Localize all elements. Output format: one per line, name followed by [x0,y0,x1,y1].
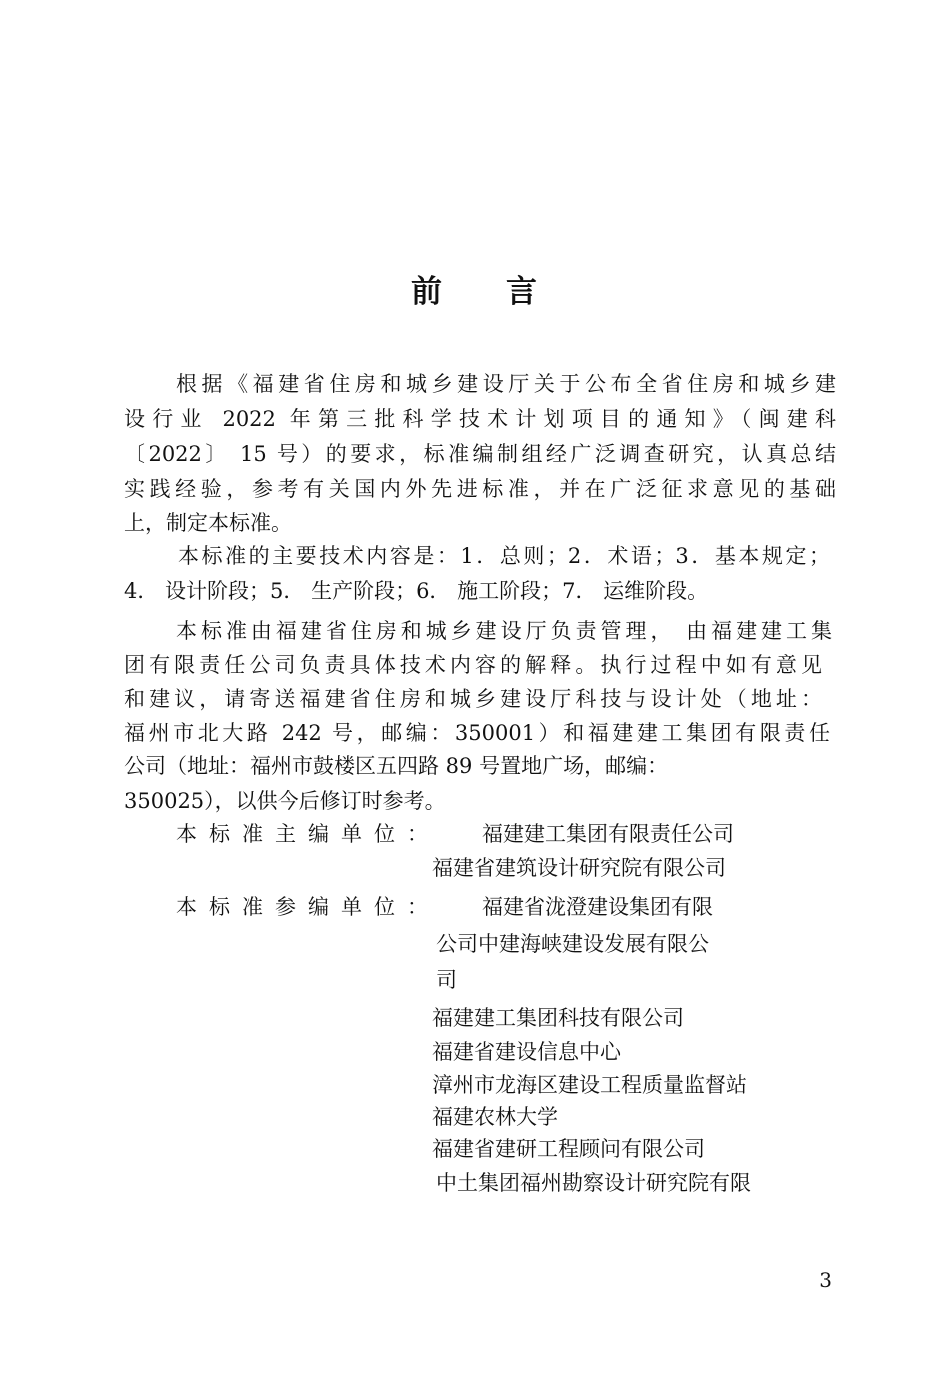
para1-line-4: 实践经验，参考有关国内外先进标准，并在广泛征求意见的基础 [124,477,836,501]
page-title [0,266,950,311]
participating-unit-2: 公司中建海峡建设发展有限公 [436,932,709,956]
para3-line-4: 福州市北大路 242 号，邮编：350001）和福建建工集团有限责任 [124,721,830,745]
chief-units-label: 本标准主编单位： [176,822,440,846]
para2-line-2: 4． 设计阶段；5． 生产阶段；6． 施工阶段；7． 运维阶段。 [124,579,709,603]
participating-unit-3: 司 [436,968,457,992]
page-number: 3 [819,1268,832,1292]
para1-line-5: 上，制定本标准。 [124,511,292,535]
para1-line-2: 设行业 2022 年第三批科学技术计划项目的通知》（闽建科 [124,407,836,431]
chief-unit-1: 福建建工集团有限责任公司 [482,822,734,846]
participating-unit-7: 福建农林大学 [432,1105,558,1129]
participating-unit-8: 福建省建研工程顾问有限公司 [432,1137,705,1161]
para3-line-5: 公司（地址：福州市鼓楼区五四路 89 号置地广场，邮编： [124,754,669,778]
para3-line-3: 和建议，请寄送福建省住房和城乡建设厅科技与设计处（地址： [124,687,822,711]
title-char-2: 言 [506,274,539,310]
title-char-1: 前 [411,274,444,310]
participating-unit-1: 福建省泷澄建设集团有限 [482,895,713,919]
participating-unit-9: 中土集团福州勘察设计研究院有限 [436,1171,751,1195]
para1-line-3: 〔2022〕 15 号）的要求，标准编制组经广泛调查研究，认真总结 [124,442,836,466]
participating-unit-5: 福建省建设信息中心 [432,1040,621,1064]
para2-line-1: 本标准的主要技术内容是：1．总则；2．术语；3．基本规定； [178,544,830,568]
participating-units-label: 本标准参编单位： [176,895,440,919]
para3-line-6: 350025），以供今后修订时参考。 [124,789,446,813]
para3-line-2: 团有限责任公司负责具体技术内容的解释。执行过程中如有意见 [124,653,822,677]
para1-line-1: 根据《福建省住房和城乡建设厅关于公布全省住房和城乡建 [176,372,836,396]
chief-unit-2: 福建省建筑设计研究院有限公司 [432,856,726,880]
participating-unit-6: 漳州市龙海区建设工程质量监督站 [432,1073,747,1097]
participating-unit-4: 福建建工集团科技有限公司 [432,1006,684,1030]
para3-line-1: 本标准由福建省住房和城乡建设厅负责管理， 由福建建工集 [176,619,832,643]
